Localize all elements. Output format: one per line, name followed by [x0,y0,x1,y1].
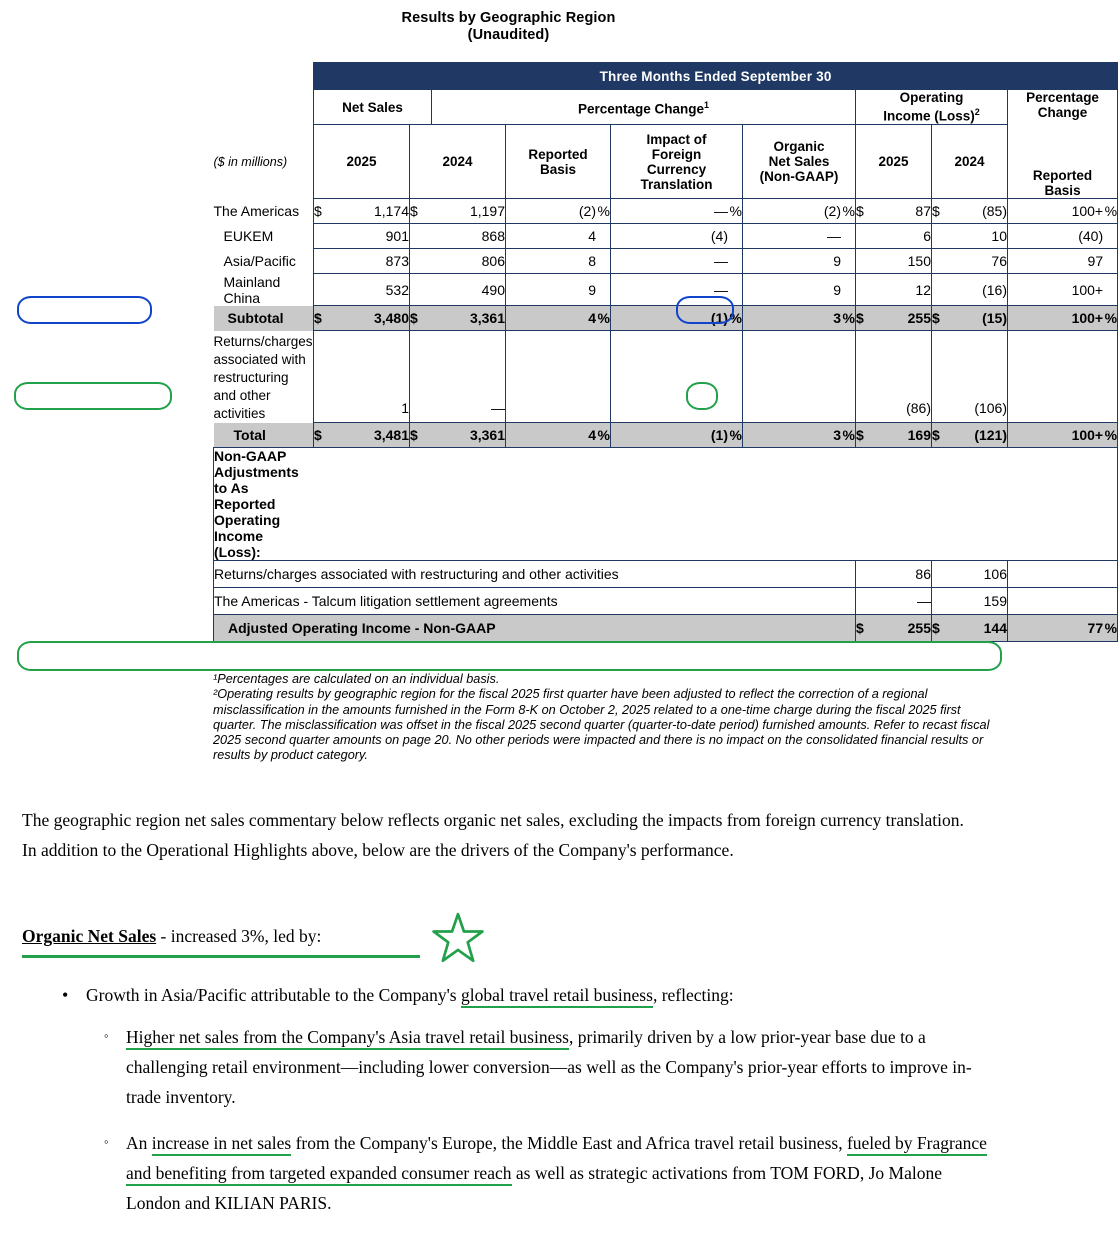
highlight-box-mainland-china-label [14,382,172,410]
cell-subtotal-pctchange-sign: % [1104,310,1118,326]
group-header-percentage-change-label: Percentage Change [577,101,705,117]
cell-china-reported [506,274,611,306]
cell-eukem-fx [611,224,743,249]
cell-asia-oi2025: 150 [870,249,932,274]
subheader-net-sales-2025: 2025 [314,125,410,199]
row-label-the-americas: The Americas [213,203,300,219]
cell-americas-oi2024-currency: $ [932,199,946,224]
table-row-adjustment [214,588,1118,615]
cell-total-organic [743,423,856,448]
cell-asia-organic-value: 9 [833,253,841,269]
bullet-list [22,980,997,1234]
sub-bullet-dot-icon: ◦ [104,1028,109,1043]
sub-bullet-dot-icon: ◦ [104,1134,109,1149]
cell-china-pctchange [1008,274,1118,306]
cell-total-fx [611,423,743,448]
cell-returns-fx [611,331,743,423]
cell-subtotal-pctchange [1008,306,1118,331]
cell-subtotal-reported-value: 4 [588,310,596,326]
cell-americas-pctchange-value: 100+ [1071,203,1104,219]
table-row-returns-charges [214,331,1118,423]
cell-eukem-ns2024: 868 [432,224,506,249]
cell-returns-oi2024-currency [932,331,946,423]
adjustment-2-pctchange [1008,588,1118,615]
cell-asia-organic [743,249,856,274]
cell-eukem-fx-value: (4) [710,228,728,244]
subheader-organic-net-sales: Organic Net Sales (Non-GAAP) [743,125,856,199]
star-marker-icon [430,912,486,964]
cell-asia-fx [611,249,743,274]
cell-china-organic-value: 9 [833,281,841,298]
cell-asia-pctchange-value: 97 [1087,253,1104,269]
adjusted-oi2024: 144 [946,615,1008,642]
cell-subtotal-fx [611,306,743,331]
cell-total-ns2024: 3,361 [432,423,506,448]
cell-americas-ns2025-currency: $ [314,199,336,224]
cell-total-fx-sign: % [729,427,742,443]
nongaap-section-fill [314,448,1118,561]
operating-income-line-1: Operating [899,90,964,106]
subheader-net-sales-2024: 2024 [410,125,506,199]
cell-china-fx [611,274,743,306]
cell-returns-reported [506,331,611,423]
operating-income-line-2-label: Income (Loss) [883,108,975,124]
adjustment-2-oi2025: — [870,588,932,615]
cell-eukem-oi2024-currency [932,224,946,249]
cell-americas-organic-sign: % [842,203,855,219]
cell-subtotal-organic-value: 3 [833,310,841,326]
table-row [214,249,1118,274]
cell-subtotal-fx-sign: % [729,310,742,326]
cell-total-reported-value: 4 [588,427,596,443]
cell-americas-pctchange-sign: % [1104,203,1118,219]
subheader-fx-translation: Impact of Foreign Currency Translation [611,125,743,199]
group-header-percentage-change-2 [1008,90,1118,199]
cell-returns-ns2025-currency [314,331,336,423]
table-row-subtotal [214,306,1118,331]
table-band-row [214,63,1118,90]
table-row [214,224,1118,249]
table-subheader-row [214,125,1118,199]
cell-americas-ns2024: 1,197 [432,199,506,224]
cell-asia-ns2024-currency [410,249,432,274]
group-header-percentage-change [432,90,856,125]
sub-bullet-1-marked: Higher net sales from the Company's Asia travel retail business [126,1027,569,1050]
table-row [214,274,1118,306]
cell-subtotal-reported [506,306,611,331]
cell-asia-reported-value: 8 [588,253,596,269]
cell-subtotal-ns2024-currency: $ [410,306,432,331]
table-row-nongaap-header [214,448,1118,561]
adjustment-1-label: Returns/charges associated with restructuring and other activities [214,561,856,588]
sub-bullet-2-pre: An [126,1133,152,1153]
nongaap-section-label: Non-GAAP Adjustments to As Reported Operating Income (Loss): [214,448,314,561]
cell-eukem-reported-value: 4 [588,228,596,244]
cell-china-oi2025-currency [856,274,870,306]
cell-eukem-ns2025: 901 [336,224,410,249]
sub-bullet-2-marked-1: increase in net sales [152,1133,291,1156]
cell-china-pctchange-value: 100+ [1071,281,1104,298]
row-label-total: Total [214,423,314,448]
row-label-mainland-china: Mainland China [223,273,281,306]
adjustment-1-oi2024: 106 [946,561,1008,588]
cell-subtotal-ns2025-currency: $ [314,306,336,331]
table-row-total [214,423,1118,448]
title-line-2: (Unaudited) [467,27,550,43]
cell-returns-ns2024: — [432,331,506,423]
cell-subtotal-oi2024-currency: $ [932,306,946,331]
subheader-oi-2025: 2025 [856,125,932,199]
cell-subtotal-organic-sign: % [842,310,855,326]
cell-eukem-ns2025-currency [314,224,336,249]
sub-bullet-item [22,1128,997,1218]
cell-total-reported-sign: % [597,427,610,443]
cell-americas-fx [611,199,743,224]
cell-eukem-pctchange [1008,224,1118,249]
sub-bullet-1-rest: , primarily driven by a low prior-year base due to a challenging retail environment—including lower conversion—as well as the Company's prior-year efforts to improve in-trade inventory. [126,1027,972,1107]
cell-asia-pctchange [1008,249,1118,274]
bullet-1-marked: global travel retail business [461,985,653,1008]
cell-returns-oi2025: (86) [870,331,932,423]
adjustment-1-oi2025: 86 [870,561,932,588]
cell-asia-fx-value: — [714,253,728,269]
commentary-paragraph: The geographic region net sales commentary below reflects organic net sales, excluding the impacts from foreign currency translation. In addition to the Operational Highlights above, below are the drivers of the Company's performance. [22,810,964,860]
group-header-operating-income [856,90,1008,125]
group-header-net-sales: Net Sales [314,90,432,125]
pct-change-2-line-2: Change [1037,105,1088,120]
cell-china-oi2025: 12 [870,274,932,306]
cell-asia-oi2025-currency [856,249,870,274]
cell-americas-organic-value: (2) [823,203,841,219]
highlight-box-adjusted-operating-income-row [17,641,1002,671]
adjustment-1-oi2025-currency [856,561,870,588]
cell-total-organic-value: 3 [833,427,841,443]
cell-subtotal-reported-sign: % [597,310,610,326]
cell-americas-oi2025-currency: $ [856,199,870,224]
cell-eukem-oi2025: 6 [870,224,932,249]
adjusted-operating-income-label: Adjusted Operating Income - Non-GAAP [214,615,856,642]
table-row-adjustment [214,561,1118,588]
highlight-box-the-americas-label [17,296,152,324]
cell-eukem-ns2024-currency [410,224,432,249]
cell-total-fx-value: (1) [710,427,728,443]
cell-subtotal-oi2024: (15) [946,306,1008,331]
cell-total-oi2024-currency: $ [932,423,946,448]
adjustment-2-oi2024-currency [932,588,946,615]
bullet-dot-icon: • [62,985,69,1005]
cell-americas-fx-sign: % [729,203,742,219]
footnote-2: ²Operating results by geographic region for the fiscal 2025 first quarter have been adjusted to reflect the correction of a regional misclassification in the amounts furnished in the Form 8-K on October 2, 2025 related to a one-time charge during the fiscal 2025 first quarter. The misclassification was offset in the fiscal 2025 second quarter (quarter-to-date period) furnished amounts. Refer to recast fiscal 2025 second quarter amounts on page 20. No other periods were impacted and there is no impact on the consolidated financial results or results by product category. [213,687,990,763]
cell-eukem-organic [743,224,856,249]
spacer-cell [214,63,314,90]
band-header-three-months: Three Months Ended September 30 [314,63,1118,90]
cell-total-ns2025-currency: $ [314,423,336,448]
sub-bullet-2-rest: as well as strategic activations from TOM FORD, Jo Malone London and KILIAN PARIS. [126,1163,942,1213]
row-label-asia-pacific: Asia/Pacific [223,253,296,269]
cell-subtotal-pctchange-value: 100+ [1071,310,1104,326]
cell-subtotal-oi2025: 255 [870,306,932,331]
row-label-eukem: EUKEM [223,228,274,244]
units-note: ($ in millions) [213,154,288,169]
cell-americas-oi2025: 87 [870,199,932,224]
footnote-ref-2: 2 [974,107,980,118]
cell-subtotal-ns2024: 3,361 [432,306,506,331]
adjusted-pctchange-sign: % [1104,620,1118,636]
adjustment-1-oi2024-currency [932,561,946,588]
cell-asia-ns2025: 873 [336,249,410,274]
sub-bullet-2-mid: from the Company's Europe, the Middle East and Africa travel retail business, [291,1133,847,1153]
adjustment-1-pctchange [1008,561,1118,588]
cell-total-ns2025: 3,481 [336,423,410,448]
cell-returns-pctchange [1008,331,1118,423]
cell-americas-organic [743,199,856,224]
cell-returns-organic [743,331,856,423]
subheader-oi-2024: 2024 [932,125,1008,199]
cell-eukem-reported [506,224,611,249]
cell-china-oi2024-currency [932,274,946,306]
cell-returns-ns2025: 1 [336,331,410,423]
cell-eukem-pctchange-value: (40) [1078,228,1104,244]
cell-asia-oi2024: 76 [946,249,1008,274]
cell-subtotal-organic [743,306,856,331]
footnote-ref-1: 1 [704,99,710,110]
row-label-subtotal: Subtotal [214,306,314,331]
cell-eukem-organic-value: — [827,228,841,244]
financial-table-wrapper [213,62,1118,642]
organic-net-sales-heading-rest: - increased 3%, led by: [156,926,322,946]
cell-subtotal-ns2025: 3,480 [336,306,410,331]
cell-asia-ns2024: 806 [432,249,506,274]
cell-subtotal-fx-value: (1) [710,310,728,326]
cell-subtotal-oi2025-currency: $ [856,306,870,331]
cell-total-organic-sign: % [842,427,855,443]
bullet-1-pre: Growth in Asia/Pacific attributable to the Company's [86,985,461,1005]
subheader-reported-basis: Reported Basis [506,125,611,199]
cell-returns-oi2025-currency [856,331,870,423]
organic-net-sales-heading [22,922,321,950]
cell-americas-reported-sign: % [597,203,610,219]
pct-change-2-sub: Reported Basis [1032,168,1093,198]
results-by-geographic-region-table [213,62,1118,642]
sub-bullet-2-marked-2: fueled by Fragrance and benefiting from targeted expanded consumer reach [126,1133,987,1186]
footnotes [213,672,1003,764]
cell-americas-reported [506,199,611,224]
cell-returns-ns2024-currency [410,331,432,423]
cell-americas-ns2024-currency: $ [410,199,432,224]
cell-total-pctchange-value: 100+ [1071,427,1104,443]
cell-total-oi2025: 169 [870,423,932,448]
cell-total-reported [506,423,611,448]
cell-eukem-oi2024: 10 [946,224,1008,249]
spacer-cell [214,90,314,125]
adjusted-pctchange-value: 77 [1087,620,1104,636]
cell-china-ns2024: 490 [432,274,506,306]
cell-total-ns2024-currency: $ [410,423,432,448]
adjusted-oi2025-currency: $ [856,615,870,642]
table-row [214,199,1118,224]
row-label-returns-charges: Returns/charges associated with restructuring and other activities [213,333,313,421]
highlight-underline-organic-heading [22,955,420,958]
cell-returns-oi2024: (106) [946,331,1008,423]
sub-bullet-item [22,1022,997,1112]
title-line-1: Results by Geographic Region [401,10,616,26]
cell-china-ns2025: 532 [336,274,410,306]
cell-china-reported-value: 9 [588,281,596,298]
cell-asia-ns2025-currency [314,249,336,274]
footnote-1: ¹Percentages are calculated on an individual basis. [213,672,500,686]
page-title [0,0,1017,44]
pct-change-2-line-1: Percentage [1026,90,1099,105]
bullet-1-post: , reflecting: [652,985,734,1005]
cell-china-fx-value: — [714,281,728,298]
adjustment-2-label: The Americas - Talcum litigation settlement agreements [214,588,856,615]
adjusted-pctchange [1008,615,1118,642]
cell-total-pctchange [1008,423,1118,448]
cell-total-pctchange-sign: % [1104,427,1118,443]
cell-eukem-oi2025-currency [856,224,870,249]
cell-total-oi2024: (121) [946,423,1008,448]
adjusted-oi2024-currency: $ [932,615,946,642]
cell-china-organic [743,274,856,306]
cell-asia-reported [506,249,611,274]
operating-income-line-2 [856,105,1007,124]
table-group-header-row [214,90,1118,125]
cell-americas-ns2025: 1,174 [336,199,410,224]
organic-net-sales-heading-label: Organic Net Sales [22,926,157,946]
adjusted-oi2025: 255 [870,615,932,642]
cell-china-ns2024-currency [410,274,432,306]
adjustment-2-oi2025-currency [856,588,870,615]
cell-china-ns2025-currency [314,274,336,306]
cell-asia-oi2024-currency [932,249,946,274]
bullet-item [22,980,997,1010]
cell-americas-fx-value: — [714,203,728,219]
cell-americas-oi2024: (85) [946,199,1008,224]
adjustment-2-oi2024: 159 [946,588,1008,615]
cell-total-oi2025-currency: $ [856,423,870,448]
cell-americas-pctchange [1008,199,1118,224]
cell-americas-reported-value: (2) [578,203,596,219]
table-row-adjusted-operating-income [214,615,1118,642]
cell-china-oi2024: (16) [946,274,1008,306]
